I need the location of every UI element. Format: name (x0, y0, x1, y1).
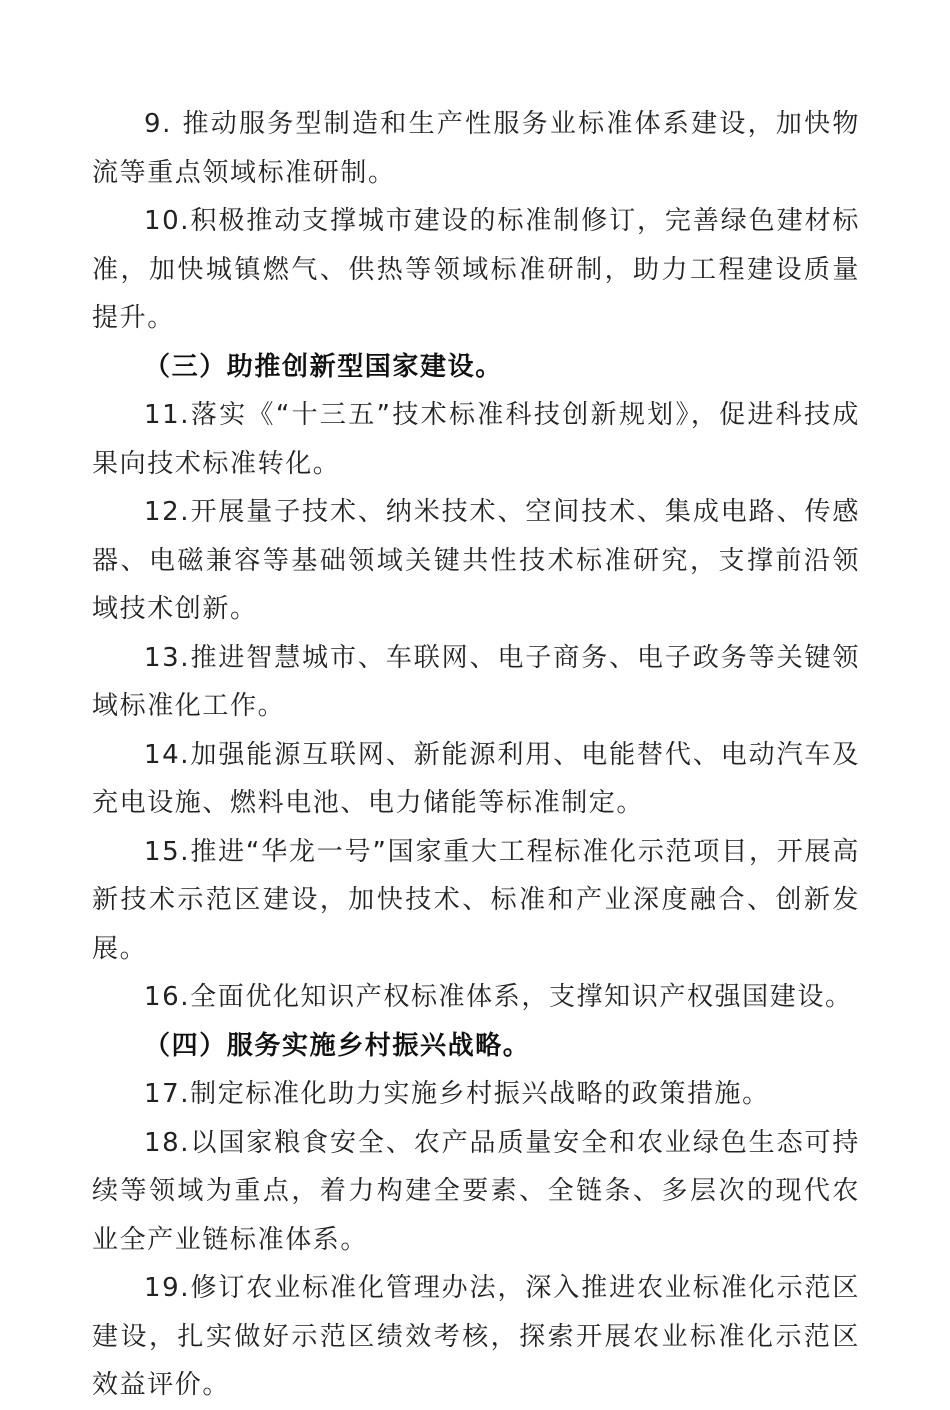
paragraph-item-11: 11.落实《“十三五”技术标准科技创新规划》，促进科技成果向技术标准转化。 (92, 400, 860, 479)
paragraph-item-15: 15.推进“华龙一号”国家重大工程标准化示范项目，开展高新技术示范区建设，加快技术、标准和产业深度融合、创新发展。 (92, 836, 860, 964)
document-body (92, 100, 860, 1410)
paragraph-item-17: 17.制定标准化助力实施乡村振兴战略的政策措施。 (144, 1079, 770, 1109)
section-heading-3: （三）助推创新型国家建设。 (144, 351, 503, 382)
paragraph-item-14: 14.加强能源互联网、新能源利用、电能替代、电动汽车及充电设施、燃料电池、电力储能等标准制定。 (92, 739, 860, 818)
paragraph-item-9: 9. 推动服务型制造和生产性服务业标准体系建设，加快物流等重点领域标准研制。 (92, 109, 860, 188)
paragraph-item-16: 16.全面优化知识产权标准体系，支撑知识产权强国建设。 (144, 982, 853, 1012)
paragraph-item-12: 12.开展量子技术、纳米技术、空间技术、集成电路、传感器、电磁兼容等基础领域关键共性技术标准研究，支撑前沿领域技术创新。 (92, 497, 860, 624)
paragraph-item-19: 19.修订农业标准化管理办法，深入推进农业标准化示范区建设，扎实做好示范区绩效考核，探索开展农业标准化示范区效益评价。 (92, 1273, 860, 1400)
paragraph-item-13: 13.推进智慧城市、车联网、电子商务、电子政务等关键领域标准化工作。 (92, 642, 860, 721)
paragraph-item-10: 10.积极推动支撑城市建设的标准制修订，完善绿色建材标准，加快城镇燃气、供热等领域标准研制，助力工程建设质量提升。 (92, 206, 860, 333)
section-heading-4: （四）服务实施乡村振兴战略。 (144, 1030, 531, 1061)
paragraph-item-18: 18.以国家粮食安全、农产品质量安全和农业绿色生态可持续等领域为重点，着力构建全要素、全链条、多层次的现代农业全产业链标准体系。 (92, 1127, 860, 1255)
